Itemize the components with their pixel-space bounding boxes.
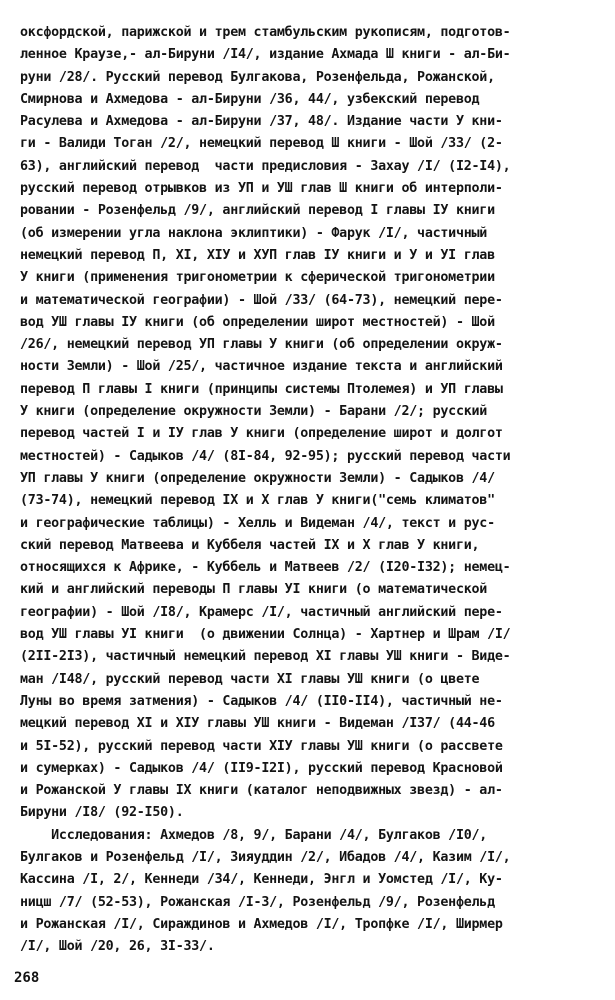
- text-line: Луны во время затмения) - Садыков /4/ (II0-II4), частичный не-: [20, 693, 503, 709]
- text-line: /26/, немецкий перевод УП главы У книги (об определении окруж-: [20, 337, 503, 353]
- text-line: Булгаков и Розенфельд /I/, Зияуддин /2/, Ибадов /4/, Казим /I/,: [20, 849, 511, 865]
- text-line: ский перевод Матвеева и Куббеля частей IX и X глав У книги,: [20, 537, 480, 553]
- text-line: ленное Краузе,- ал-Бируни /I4/, издание Ахмада Ш книги - ал-Би-: [20, 47, 511, 63]
- text-line: ги - Валиди Тоган /2/, немецкий перевод Ш книги - Шой /33/ (2-: [20, 136, 503, 152]
- text-line: перевод П главы I книги (принципы системы Птолемея) и УП главы: [20, 381, 503, 397]
- body-text: [20, 22, 600, 958]
- text-line: Исследования: Ахмедов /8, 9/, Барани /4/, Булгаков /I0/,: [20, 827, 488, 843]
- text-line: У книги (применения тригонометрии к сферической тригонометрии: [20, 270, 495, 286]
- text-line: географии) - Шой /I8/, Крамерс /I/, частичный английский пере-: [20, 604, 503, 620]
- text-line: и сумерках) - Садыков /4/ (II9-I2I), русский перевод Красновой: [20, 760, 503, 776]
- text-line: немецкий перевод П, XI, XIУ и XУП глав IУ книги и У и УI глав: [20, 247, 495, 263]
- text-line: кий и английский переводы П главы УI книги (о математической: [20, 582, 488, 598]
- text-line: ровании - Розенфельд /9/, английский перевод I главы IУ книги: [20, 203, 495, 219]
- text-line: относящихся к Африке, - Куббель и Матвеев /2/ (I20-I32); немец-: [20, 560, 511, 576]
- text-line: и Рожанская /I/, Сираждинов и Ахмедов /I/, Тропфке /I/, Ширмер: [20, 916, 503, 932]
- text-line: мецкий перевод XI и XIУ главы УШ книги - Видеман /I37/ (44-46: [20, 716, 495, 732]
- text-line: Бируни /I8/ (92-I50).: [20, 805, 184, 821]
- text-line: и Рожанской У главы IX книги (каталог неподвижных звезд) - ал-: [20, 783, 503, 799]
- text-line: (об измерении угла наклона эклиптики) - Фарук /I/, частичный: [20, 225, 488, 241]
- text-line: оксфордской, парижской и трем стамбульским рукописям, подготов-: [20, 25, 511, 40]
- text-line: Смирнова и Ахмедова - ал-Бируни /36, 44/, узбекский перевод: [20, 91, 480, 107]
- text-line: местностей) - Садыков /4/ (8I-84, 92-95); русский перевод части: [20, 448, 511, 464]
- text-line: У книги (определение окружности Земли) - Барани /2/; русский: [20, 404, 488, 420]
- text-line: руни /28/. Русский перевод Булгакова, Розенфельда, Рожанской,: [20, 69, 495, 85]
- text-line: УП главы У книги (определение окружности Земли) - Садыков /4/: [20, 470, 495, 486]
- text-line: русский перевод отрывков из УП и УШ глав Ш книги об интерполи-: [20, 181, 503, 197]
- text-line: (73-74), немецкий перевод IX и X глав У книги("семь климатов": [20, 493, 495, 509]
- text-line: и 5I-52), русский перевод части XIУ главы УШ книги (о рассвете: [20, 738, 503, 754]
- text-line: (2II-2I3), частичный немецкий перевод XI главы УШ книги - Виде-: [20, 649, 511, 665]
- page-number: 268: [14, 970, 40, 986]
- text-line: вод УШ главы IУ книги (об определении широт местностей) - Шой: [20, 314, 495, 330]
- text-line: и математической географии) - Шой /33/ (64-73), немецкий пере-: [20, 292, 503, 308]
- text-line: 63), английский перевод части предисловия - Захау /I/ (I2-I4),: [20, 158, 511, 174]
- text-line: /I/, Шой /20, 26, 3I-33/.: [20, 939, 215, 955]
- text-line: ман /I48/, русский перевод части XI главы УШ книги (о цвете: [20, 671, 480, 687]
- text-line: и географические таблицы) - Хелль и Видеман /4/, текст и рус-: [20, 515, 495, 531]
- text-line: Кассина /I, 2/, Кеннеди /34/, Кеннеди, Энгл и Уомстед /I/, Ку-: [20, 872, 503, 888]
- text-line: вод УШ главы УI книги (о движении Солнца) - Хартнер и Шрам /I/: [20, 627, 511, 643]
- text-line: Расулева и Ахмедова - ал-Бируни /37, 48/. Издание части У кни-: [20, 114, 503, 130]
- text-line: ности Земли) - Шой /25/, частичное издание текста и английский: [20, 359, 503, 375]
- text-line: перевод частей I и IУ глав У книги (определение широт и долгот: [20, 426, 503, 442]
- text-line: ницш /7/ (52-53), Рожанская /I-3/, Розенфельд /9/, Розенфельд: [20, 894, 495, 910]
